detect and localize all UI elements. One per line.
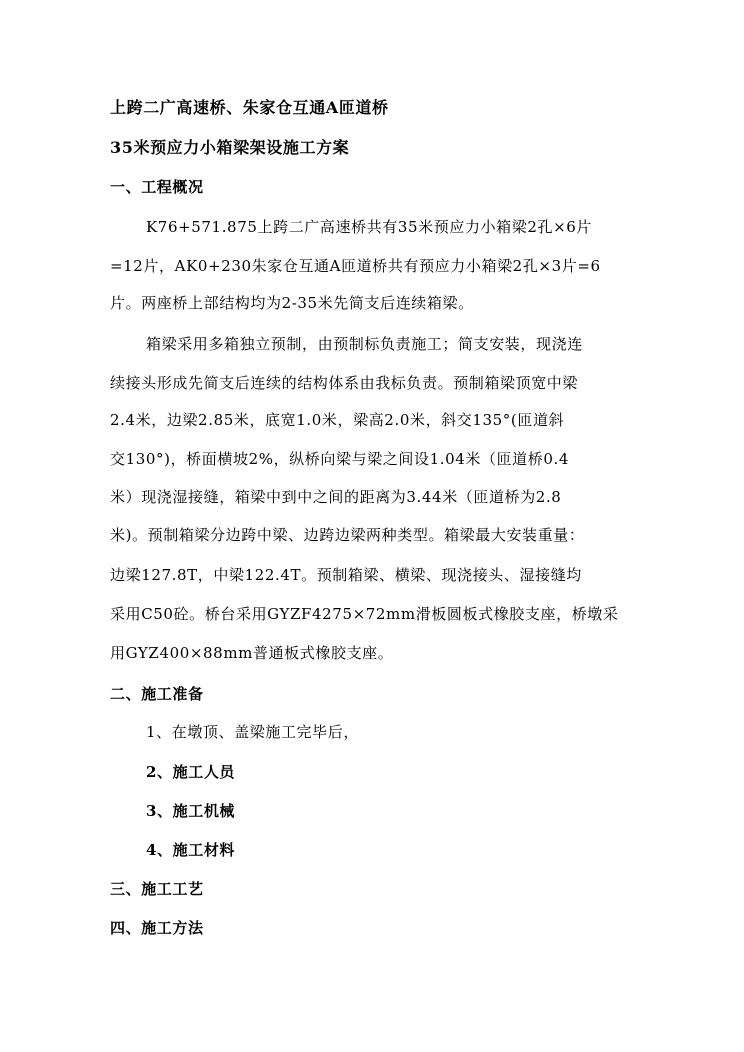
section-1-heading: 一、工程概况 bbox=[110, 178, 204, 196]
para-2-line-2: 续接头形成先简支后连续的结构体系由我标负责。预制箱梁顶宽中梁 bbox=[110, 374, 579, 392]
para-2-line-8: 采用C50砼。桥台采用GYZF4275×72mm滑板圆板式橡胶支座，桥墩采 bbox=[110, 605, 619, 623]
para-1-line-1: K76+571.875上跨二广高速桥共有35米预应力小箱梁2孔×6片 bbox=[146, 218, 593, 236]
para-2-line-6: 米)。预制箱梁分边跨中梁、边跨边梁两种类型。箱梁最大安装重量： bbox=[110, 526, 585, 544]
title-line-2: 35米预应力小箱梁架设施工方案 bbox=[110, 138, 350, 157]
section-3-heading: 三、施工工艺 bbox=[110, 880, 204, 898]
section-2-item-3: 3、施工机械 bbox=[146, 802, 236, 820]
para-2-line-5: 米）现浇湿接缝，箱梁中到中之间的距离为3.44米（匝道桥为2.8 bbox=[110, 488, 562, 506]
section-2-heading: 二、施工准备 bbox=[110, 685, 204, 703]
title-line-1: 上跨二广高速桥、朱家仓互通A匝道桥 bbox=[110, 98, 389, 117]
para-1-line-2: =12片，AK0+230朱家仓互通A匝道桥共有预应力小箱梁2孔×3片=6 bbox=[110, 257, 601, 275]
para-1-line-3: 片。两座桥上部结构均为2-35米先简支后连续箱梁。 bbox=[110, 294, 474, 312]
para-2-line-9: 用GYZ400×88mm普通板式橡胶支座。 bbox=[110, 644, 394, 662]
section-2-item-4: 4、施工材料 bbox=[146, 841, 236, 859]
section-2-item-2: 2、施工人员 bbox=[146, 763, 236, 781]
para-2-line-1: 箱梁采用多箱独立预制，由预制标负责施工；简支安装，现浇连 bbox=[146, 335, 583, 353]
section-2-item-1: 1、在墩顶、盖梁施工完毕后， bbox=[146, 723, 359, 741]
section-4-heading: 四、施工方法 bbox=[110, 919, 204, 937]
para-2-line-4: 交130°)，桥面横坡2%，纵桥向梁与梁之间设1.04米（匝道桥0.4 bbox=[110, 450, 570, 468]
para-2-line-7: 边梁127.8T，中梁122.4T。预制箱梁、横梁、现浇接头、湿接缝均 bbox=[110, 566, 582, 584]
para-2-line-3: 2.4米，边梁2.85米，底宽1.0米，梁高2.0米，斜交135°(匝道斜 bbox=[110, 411, 565, 429]
